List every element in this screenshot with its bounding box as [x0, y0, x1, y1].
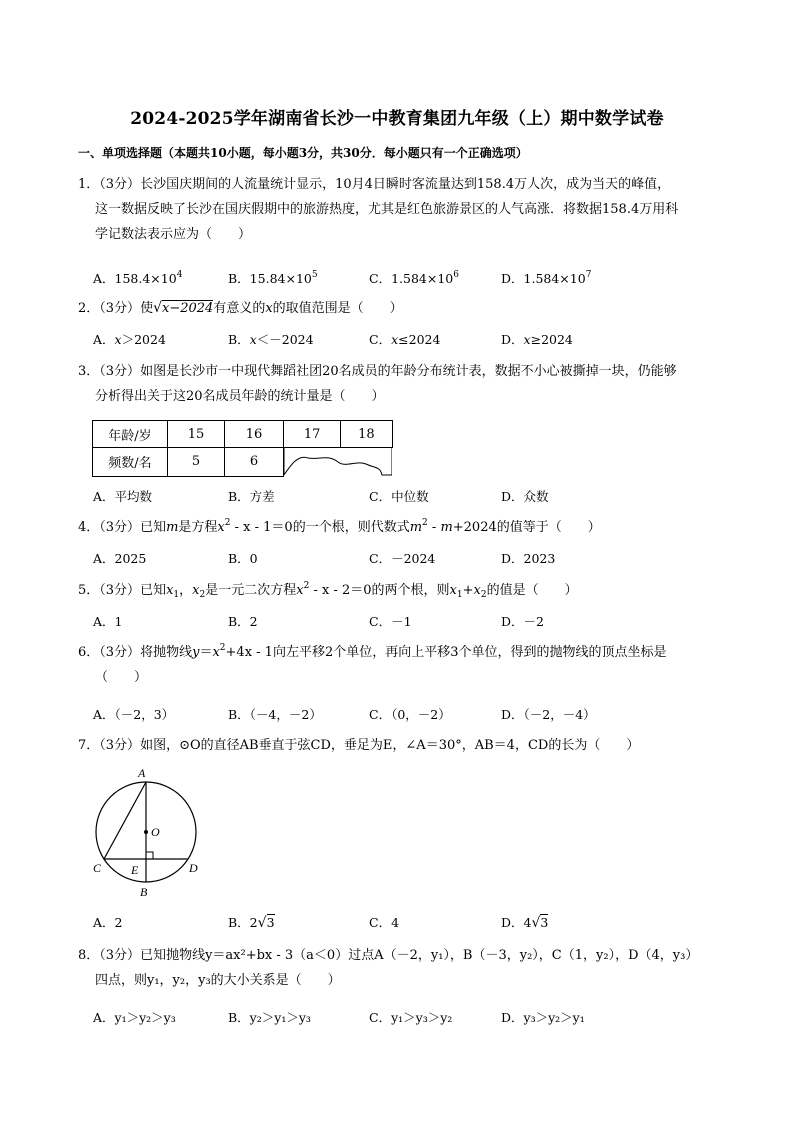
variable: m	[166, 520, 179, 535]
variable: m	[409, 520, 423, 535]
table-cell: 频数/名	[93, 448, 168, 477]
question-8	[78, 943, 718, 993]
option-b[interactable]: B．$15.84\times 10^5$	[228, 270, 318, 286]
question-text: 分析得出关于这20名成员年龄的统计量是（ ）	[95, 389, 385, 404]
variable: x	[192, 583, 200, 598]
exponent: 2	[224, 518, 231, 528]
question-2	[78, 296, 718, 321]
question-number: 3．	[78, 364, 100, 379]
question-score: （3分）	[99, 645, 141, 660]
question-5	[78, 578, 718, 603]
question-number: 1．	[78, 177, 100, 192]
option-b[interactable]: B．x＜－2024	[228, 332, 314, 347]
circle-diagram	[88, 762, 208, 902]
sqrt-sign: √	[153, 300, 162, 316]
q5-options	[93, 612, 713, 632]
question-text: （ ）	[95, 670, 148, 685]
table-cell: 15	[168, 421, 225, 448]
option-a[interactable]: A．1	[93, 614, 123, 629]
option-c[interactable]: C．－2024	[369, 551, 436, 566]
option-c[interactable]: C．$1.584\times 10^6$	[369, 270, 459, 286]
option-c[interactable]: C．中位数	[369, 489, 429, 504]
table-cell: 年龄/岁	[93, 421, 168, 448]
torn-area	[284, 448, 393, 477]
question-text: 如图是长沙市一中现代舞蹈社团20名成员的年龄分布统计表，数据不小心被撕掉一块，仍能够	[140, 364, 677, 379]
variable: x	[166, 583, 174, 598]
variable: x	[296, 583, 304, 598]
question-text: - x - 1＝0的一个根，则代数式	[230, 520, 410, 535]
question-score: （3分）	[99, 364, 141, 379]
question-text: +2024的值等于（ ）	[452, 520, 601, 535]
radicand: x−2024	[162, 301, 214, 316]
question-text: - x - 2＝0的两个根，则	[309, 583, 450, 598]
option-d[interactable]: D．（－2，－4）	[501, 707, 596, 722]
q2-options	[93, 330, 713, 350]
question-number: 6．	[78, 645, 100, 660]
q4-options	[93, 549, 713, 569]
question-text: 的值是（ ）	[486, 583, 578, 598]
option-a[interactable]: A．平均数	[93, 489, 153, 504]
variable: x	[217, 520, 225, 535]
question-number: 2．	[78, 301, 100, 316]
table-cell: 6	[225, 448, 284, 477]
option-c[interactable]: C．4	[369, 915, 400, 930]
question-text: 将抛物线	[140, 645, 193, 660]
question-score: （3分）	[99, 948, 141, 963]
table-cell: 16	[225, 421, 284, 448]
label-o: O	[151, 825, 160, 839]
option-a[interactable]: A．2	[93, 915, 123, 930]
table-cell: 5	[168, 448, 225, 477]
subscript: 1	[173, 590, 180, 600]
question-text: 已知抛物线y＝ax²+bx - 3（a＜0）过点A（－2，y₁），B（－3，y₂），C（1，y₂），D（4，y₃）	[140, 948, 699, 963]
option-a[interactable]: A．（－2，3）	[93, 707, 175, 722]
variable: m	[440, 520, 453, 535]
question-3	[78, 359, 718, 409]
subscript: 1	[456, 590, 463, 600]
option-d[interactable]: D．y₃＞y₂＞y₁	[501, 1010, 585, 1025]
option-c[interactable]: C．y₁＞y₃＞y₂	[369, 1010, 453, 1025]
question-text: 已知	[140, 520, 167, 535]
table-row	[93, 421, 393, 448]
option-a[interactable]: A．$158.4\times 10^4$	[93, 270, 183, 286]
question-text: ，	[179, 583, 193, 598]
q6-options	[93, 705, 713, 725]
section-heading: 一、单项选择题（本题共10小题，每小题3分，共30分．每小题只有一个正确选项）	[78, 146, 528, 160]
question-text: -	[427, 520, 441, 535]
table-cell: 17	[284, 421, 341, 448]
question-score: （3分）	[99, 583, 141, 598]
question-text: 使	[140, 301, 154, 316]
option-d[interactable]: D．4√3	[501, 915, 549, 931]
q7-options	[93, 913, 713, 933]
question-7	[78, 733, 718, 758]
label-a: A	[138, 766, 146, 780]
label-d: D	[189, 861, 198, 875]
variable: y	[192, 645, 200, 660]
option-a[interactable]: A．y₁＞y₂＞y₃	[93, 1010, 176, 1025]
variable: x	[265, 301, 273, 316]
segment-ac	[104, 782, 146, 859]
option-d[interactable]: D．$1.584\times 10^7$	[501, 270, 592, 286]
option-b[interactable]: B．2	[228, 614, 258, 629]
question-text: 学记数法表示应为（ ）	[95, 227, 252, 242]
right-angle-mark	[146, 852, 153, 859]
question-1	[78, 172, 718, 247]
question-text: 的取值范围是（ ）	[272, 301, 403, 316]
q1-options	[93, 269, 713, 289]
exponent: 2	[219, 643, 226, 653]
option-b[interactable]: B．（－4，－2）	[228, 707, 322, 722]
option-d[interactable]: D．x≥2024	[501, 332, 573, 347]
question-6	[78, 640, 718, 690]
option-b[interactable]: B．2√3	[228, 915, 275, 931]
question-text: 是一元二次方程	[205, 583, 297, 598]
option-b[interactable]: B．y₂＞y₁＞y₃	[228, 1010, 311, 1025]
question-text: 四点，则y₁，y₂，y₃的大小关系是（ ）	[95, 973, 341, 988]
option-a[interactable]: A．x＞2024	[93, 332, 166, 347]
variable: x	[212, 645, 220, 660]
option-b[interactable]: B．方差	[228, 489, 275, 504]
option-a[interactable]: A．2025	[93, 551, 147, 566]
table-row	[93, 448, 393, 477]
exponent: 2	[422, 518, 428, 528]
label-b: B	[140, 885, 148, 899]
variable: x	[449, 583, 457, 598]
option-d[interactable]: D．2023	[501, 551, 556, 566]
exponent: 2	[303, 581, 310, 591]
question-text: 已知	[140, 583, 167, 598]
option-c[interactable]: C．（0，－2）	[369, 707, 451, 722]
center-point	[144, 830, 148, 834]
option-d[interactable]: D．众数	[501, 489, 549, 504]
question-number: 8．	[78, 948, 100, 963]
option-b[interactable]: B．0	[228, 551, 258, 566]
question-score: （3分）	[99, 177, 141, 192]
question-text: +4x - 1向左平移2个单位，再向上平移3个单位，得到的抛物线的顶点坐标是	[225, 645, 667, 660]
question-text: 这一数据反映了长沙在国庆假期中的旅游热度，尤其是红色旅游景区的人气高涨．将数据158.4万用科	[95, 202, 679, 217]
q8-options	[93, 1008, 713, 1028]
question-number: 4．	[78, 520, 100, 535]
table-cell: 18	[341, 421, 392, 448]
variable: x	[473, 583, 481, 598]
option-d[interactable]: D．－2	[501, 614, 544, 629]
q3-options	[93, 487, 713, 507]
question-score: （3分）	[99, 738, 141, 753]
question-score: （3分）	[99, 520, 141, 535]
question-score: （3分）	[99, 301, 141, 316]
subscript: 2	[199, 590, 206, 600]
question-text: 有意义的	[213, 301, 266, 316]
label-e: E	[131, 863, 139, 877]
subscript: 2	[480, 590, 487, 600]
question-number: 5．	[78, 583, 100, 598]
question-text: +	[462, 583, 474, 598]
question-text: ＝	[199, 645, 213, 660]
label-c: C	[93, 861, 102, 875]
page-title: 2024-2025学年湖南省长沙一中教育集团九年级（上）期中数学试卷	[130, 109, 664, 129]
option-c[interactable]: C．x≤2024	[369, 332, 441, 347]
question-text: 如图，⊙O的直径AB垂直于弦CD，垂足为E，∠A＝30°，AB＝4，CD的长为（ ）	[140, 738, 640, 753]
torn-edge-icon	[284, 448, 392, 476]
question-number: 7．	[78, 738, 100, 753]
question-text: 长沙国庆期间的人流量统计显示，10月4日瞬时客流量达到158.4万人次，成为当天的峰值，	[140, 177, 671, 192]
option-c[interactable]: C．－1	[369, 614, 412, 629]
question-4	[78, 515, 718, 540]
question-text: 是方程	[178, 520, 218, 535]
age-frequency-table	[92, 420, 393, 477]
